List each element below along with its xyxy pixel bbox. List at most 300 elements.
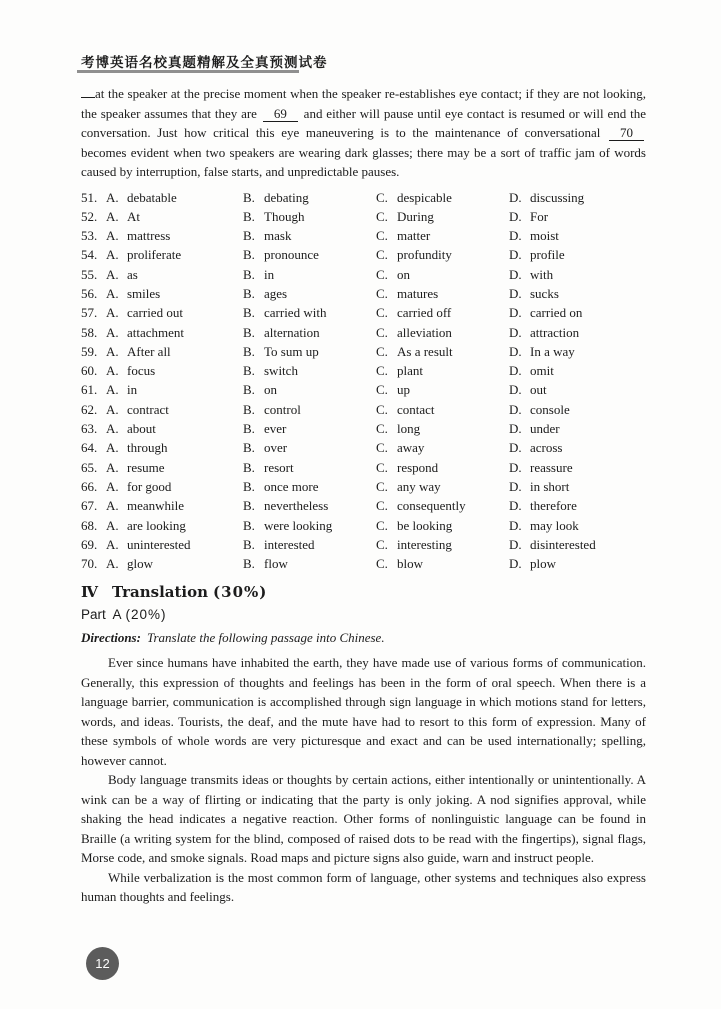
option-text-a: in [127,382,138,398]
question-option-c [376,361,509,380]
question-option-b [243,303,376,322]
question-option-c [376,323,509,342]
question-row [81,458,646,477]
option-letter-b: B. [243,363,255,379]
option-text-a: proliferate [127,247,182,263]
cloze-text-1: at the speaker at the precise moment when the speaker re-establishes eye contact; if they are not looking, the speaker assumes that they are [81,86,646,121]
option-text-c: interesting [397,536,452,552]
section-title: Translation [112,583,209,602]
option-text-c: carried off [397,305,452,321]
option-text-a: meanwhile [127,498,185,514]
option-letter-b: B. [243,247,255,263]
question-row [81,496,646,515]
option-letter-a: A. [106,401,119,417]
option-text-b: were looking [264,517,333,533]
option-text-c: despicable [397,189,452,205]
question-option-c [376,438,509,457]
option-text-a: carried out [127,305,183,321]
question-option-c [376,245,509,264]
option-letter-a: A. [106,189,119,205]
option-text-d: plow [530,556,556,572]
option-letter-a: A. [106,459,119,475]
option-text-c: on [397,266,410,282]
option-letter-c: C. [376,382,388,398]
question-row [81,419,646,438]
option-letter-d: D. [509,536,522,552]
option-letter-c: C. [376,247,388,263]
option-letter-b: B. [243,517,255,533]
option-letter-a: A. [106,536,119,552]
question-number: 68. [81,517,98,533]
option-text-a: focus [127,363,156,379]
translation-paragraph-1: Ever since humans have inhabited the earth, they have made use of various forms of communication. Generally, this expression of thoughts and feelings has been in the form of oral speech. When there is a language barrier, communication is accomplished through sign language in which motions stand for letters, words, and ideas. Tourists, the deaf, and the mute have had to resort to this form of expression. Many of these symbols of whole words are very picturesque and exact and can be used internationally; spelling, however cannot. [81,655,646,768]
question-option-d [509,380,646,399]
question-row [81,207,646,226]
question-option-a [81,458,243,477]
option-letter-d: D. [509,421,522,437]
option-text-d: console [530,401,570,417]
question-row [81,323,646,342]
question-option-a [81,496,243,515]
question-row [81,342,646,361]
question-option-c [376,284,509,303]
question-row [81,188,646,207]
translation-paragraph-2: Body language transmits ideas or thoughts by certain actions, either intentionally or unintentionally. A wink can be a way of flirting or indicating that the party is only joking. A nod signifies approval, while shaking the head indicates a negative reaction. Other forms of nonlinguistic language can be found in Braille (a writing system for the blind, composed of raised dots to be read with the fingertips), signal flags, Morse code, and smoke signals. Road maps and picture signs also guide, warn and instruct people. [81,772,646,866]
question-option-b [243,496,376,515]
question-option-b [243,419,376,438]
option-text-a: for good [127,478,172,494]
option-text-c: matures [397,285,439,301]
cloze-paragraph [81,84,646,182]
question-option-d [509,245,646,264]
option-text-b: on [264,382,277,398]
question-number: 58. [81,324,98,340]
option-letter-d: D. [509,343,522,359]
option-letter-a: A. [106,305,119,321]
option-letter-b: B. [243,266,255,282]
section-score: (30%) [213,583,268,602]
option-text-b: flow [264,556,288,572]
question-option-c [376,477,509,496]
option-text-b: control [264,401,301,417]
question-row [81,245,646,264]
option-letter-a: A. [106,421,119,437]
question-option-d [509,361,646,380]
option-letter-a: A. [106,556,119,572]
option-letter-d: D. [509,285,522,301]
option-text-d: profile [530,247,565,263]
question-option-a [81,438,243,457]
question-option-d [509,323,646,342]
option-text-b: pronounce [264,247,319,263]
option-letter-d: D. [509,478,522,494]
question-number: 60. [81,363,98,379]
option-text-a: debatable [127,189,177,205]
question-option-b [243,516,376,535]
question-option-b [243,477,376,496]
question-number: 54. [81,247,98,263]
question-option-d [509,438,646,457]
option-letter-c: C. [376,498,388,514]
question-option-c [376,535,509,554]
question-option-b [243,323,376,342]
question-row [81,303,646,322]
option-text-d: For [530,208,549,224]
question-number: 65. [81,459,98,475]
question-number: 66. [81,478,98,494]
question-option-b [243,265,376,284]
option-letter-b: B. [243,382,255,398]
option-text-c: alleviation [397,324,452,340]
blank-line-lead [81,95,95,98]
option-text-c: away [397,440,425,456]
question-option-d [509,265,646,284]
option-letter-a: A. [106,517,119,533]
question-option-c [376,458,509,477]
option-text-c: During [397,208,434,224]
question-option-c [376,303,509,322]
option-text-c: consequently [397,498,466,514]
option-text-d: sucks [530,285,559,301]
option-letter-b: B. [243,343,255,359]
option-text-c: plant [397,363,423,379]
question-option-b [243,535,376,554]
question-option-b [243,458,376,477]
question-row [81,516,646,535]
question-option-a [81,361,243,380]
question-number: 51. [81,189,98,205]
option-text-a: At [127,208,140,224]
question-option-b [243,245,376,264]
option-text-d: carried on [530,305,583,321]
option-text-c: matter [397,228,431,244]
question-option-a [81,535,243,554]
part-a-score: (20%) [125,607,167,623]
option-letter-c: C. [376,189,388,205]
question-option-d [509,535,646,554]
option-text-a: resume [127,459,165,475]
option-letter-c: C. [376,363,388,379]
option-letter-d: D. [509,363,522,379]
question-option-b [243,438,376,457]
question-number: 57. [81,305,98,321]
question-option-a [81,323,243,342]
option-letter-c: C. [376,459,388,475]
option-text-d: omit [530,363,554,379]
option-letter-d: D. [509,247,522,263]
option-text-d: under [530,421,560,437]
option-letter-d: D. [509,382,522,398]
question-option-d [509,188,646,207]
question-option-d [509,284,646,303]
option-letter-d: D. [509,517,522,533]
option-letter-c: C. [376,478,388,494]
blank-69: 69 [263,106,298,122]
option-letter-d: D. [509,324,522,340]
option-letter-a: A. [106,324,119,340]
directions-text: Translate the following passage into Chinese. [146,630,385,646]
option-text-a: are looking [127,517,186,533]
option-text-b: To sum up [264,343,319,359]
option-letter-a: A. [106,343,119,359]
option-text-b: ages [264,285,288,301]
option-text-d: out [530,382,547,398]
question-row [81,284,646,303]
option-text-b: ever [264,421,287,437]
question-option-d [509,226,646,245]
question-option-d [509,496,646,515]
option-text-c: be looking [397,517,453,533]
option-text-d: in short [530,478,570,494]
option-text-c: respond [397,459,439,475]
question-option-c [376,226,509,245]
section-roman-numeral: Ⅳ [81,583,99,602]
option-text-a: After all [127,343,171,359]
option-letter-c: C. [376,401,388,417]
option-text-d: attraction [530,324,580,340]
option-letter-b: B. [243,459,255,475]
option-letter-a: A. [106,440,119,456]
option-letter-c: C. [376,324,388,340]
option-text-c: long [397,421,421,437]
option-letter-b: B. [243,305,255,321]
option-text-d: with [530,266,554,282]
question-option-c [376,207,509,226]
option-text-b: alternation [264,324,320,340]
question-row [81,265,646,284]
option-letter-c: C. [376,228,388,244]
option-letter-d: D. [509,556,522,572]
question-option-c [376,419,509,438]
directions-line [81,628,646,648]
question-option-d [509,207,646,226]
option-letter-a: A. [106,382,119,398]
question-option-d [509,458,646,477]
option-text-c: As a result [397,343,453,359]
option-letter-c: C. [376,266,388,282]
question-option-d [509,342,646,361]
question-option-a [81,188,243,207]
option-text-b: resort [264,459,294,475]
option-text-d: disinterested [530,536,596,552]
question-option-b [243,342,376,361]
option-text-a: uninterested [127,536,191,552]
question-number: 61. [81,382,98,398]
option-letter-c: C. [376,440,388,456]
cloze-text-2: and either will pause until eye contact is resumed or will end the conversation. Just how critical this eye maneuvering is to the maintenance of conversational [81,105,646,140]
question-option-b [243,226,376,245]
option-text-c: any way [397,478,441,494]
question-option-a [81,380,243,399]
option-text-a: about [127,421,156,437]
option-letter-c: C. [376,556,388,572]
option-text-b: switch [264,363,298,379]
option-letter-c: C. [376,343,388,359]
option-letter-d: D. [509,440,522,456]
option-letter-b: B. [243,440,255,456]
option-letter-a: A. [106,247,119,263]
option-letter-c: C. [376,305,388,321]
option-letter-b: B. [243,285,255,301]
question-option-c [376,496,509,515]
option-text-d: across [530,440,563,456]
option-letter-a: A. [106,498,119,514]
option-letter-d: D. [509,401,522,417]
page-number: 12 [95,956,110,971]
question-option-a [81,303,243,322]
question-option-d [509,303,646,322]
option-letter-d: D. [509,228,522,244]
option-text-a: attachment [127,324,185,340]
question-number: 52. [81,208,98,224]
option-letter-a: A. [106,478,119,494]
option-text-b: interested [264,536,315,552]
option-letter-b: B. [243,421,255,437]
header-underline [77,70,299,73]
question-option-c [376,516,509,535]
question-number: 62. [81,401,98,417]
option-text-c: contact [397,401,435,417]
option-letter-a: A. [106,285,119,301]
question-option-c [376,380,509,399]
option-text-b: in [264,266,275,282]
question-option-d [509,554,646,573]
option-letter-b: B. [243,324,255,340]
question-row [81,535,646,554]
question-option-d [509,477,646,496]
option-letter-d: D. [509,189,522,205]
question-option-a [81,554,243,573]
question-number: 70. [81,556,98,572]
option-text-c: profundity [397,247,452,263]
question-option-c [376,400,509,419]
question-option-d [509,516,646,535]
option-letter-d: D. [509,266,522,282]
option-text-b: once more [264,478,319,494]
option-letter-b: B. [243,498,255,514]
question-number: 63. [81,421,98,437]
question-option-b [243,554,376,573]
question-row [81,477,646,496]
page-number-badge [86,947,119,980]
question-option-d [509,419,646,438]
question-option-b [243,380,376,399]
cloze-text-3: becomes evident when two speakers are wearing dark glasses; there may be a sort of traffic jam of words caused by interruption, false starts, and unpredictable pauses. [81,144,646,179]
question-option-a [81,226,243,245]
option-letter-c: C. [376,208,388,224]
question-option-c [376,554,509,573]
option-letter-b: B. [243,208,255,224]
section-heading-translation [81,581,646,603]
question-row [81,554,646,573]
question-option-b [243,207,376,226]
question-number: 64. [81,440,98,456]
option-text-c: blow [397,556,423,572]
question-option-a [81,284,243,303]
option-text-c: up [397,382,410,398]
question-options-list [81,188,646,574]
question-option-b [243,400,376,419]
question-row [81,400,646,419]
question-option-a [81,265,243,284]
option-letter-b: B. [243,478,255,494]
question-option-b [243,284,376,303]
question-number: 67. [81,498,98,514]
question-option-b [243,188,376,207]
page-content [81,84,646,907]
question-option-b [243,361,376,380]
option-text-a: as [127,266,138,282]
option-text-a: contract [127,401,169,417]
option-text-b: nevertheless [264,498,329,514]
question-number: 56. [81,285,98,301]
question-row [81,361,646,380]
option-letter-c: C. [376,285,388,301]
option-letter-c: C. [376,517,388,533]
option-letter-b: B. [243,536,255,552]
option-letter-c: C. [376,536,388,552]
option-letter-a: A. [106,363,119,379]
option-text-d: In a way [530,343,575,359]
option-letter-a: A. [106,228,119,244]
option-letter-b: B. [243,401,255,417]
option-text-d: may look [530,517,579,533]
option-letter-d: D. [509,305,522,321]
question-option-a [81,400,243,419]
directions-label: Directions: [81,630,141,646]
question-option-c [376,342,509,361]
option-text-b: Though [264,208,305,224]
translation-paragraph-3: While verbalization is the most common form of language, other systems and techniques also express human thoughts and feelings. [81,869,646,905]
option-text-a: smiles [127,285,161,301]
option-text-a: mattress [127,228,171,244]
question-option-a [81,245,243,264]
option-text-a: glow [127,556,153,572]
option-text-b: over [264,440,288,456]
question-number: 59. [81,343,98,359]
option-letter-a: A. [106,266,119,282]
option-letter-c: C. [376,421,388,437]
option-letter-b: B. [243,556,255,572]
option-letter-b: B. [243,228,255,244]
option-text-a: through [127,440,168,456]
question-option-c [376,188,509,207]
option-letter-a: A. [106,208,119,224]
question-option-a [81,419,243,438]
question-number: 55. [81,266,98,282]
question-option-c [376,265,509,284]
question-number: 69. [81,536,98,552]
option-text-b: carried with [264,305,327,321]
option-letter-d: D. [509,459,522,475]
question-row [81,226,646,245]
question-number: 53. [81,228,98,244]
blank-70: 70 [609,125,644,141]
option-letter-d: D. [509,208,522,224]
question-row [81,438,646,457]
option-text-d: reassure [530,459,573,475]
option-letter-d: D. [509,498,522,514]
question-option-a [81,342,243,361]
question-option-a [81,516,243,535]
question-option-d [509,400,646,419]
question-option-a [81,207,243,226]
option-text-b: mask [264,228,292,244]
book-header-title: 考博英语名校真题精解及全真预测试卷 [81,55,328,70]
option-text-d: discussing [530,189,585,205]
question-row [81,380,646,399]
option-text-b: debating [264,189,309,205]
